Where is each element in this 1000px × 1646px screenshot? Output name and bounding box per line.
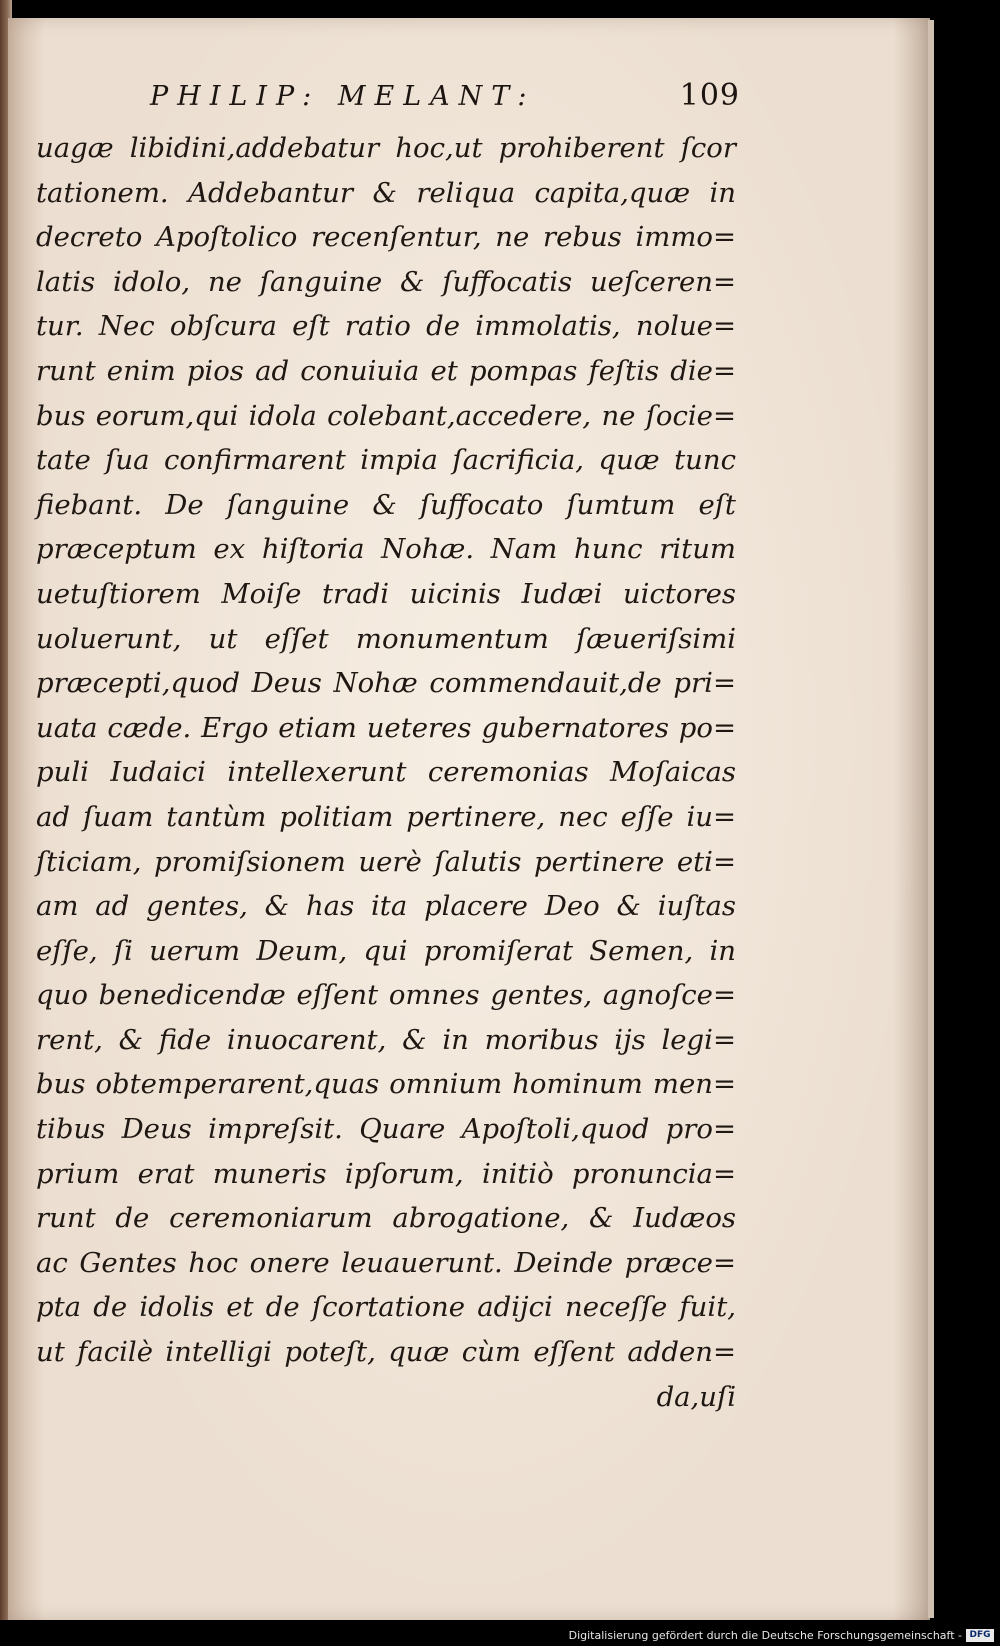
page-number: 109 <box>679 78 740 113</box>
text-line: puli Iudaici intellexerunt ceremonias Moſaicas <box>36 756 736 789</box>
text-line: ſticiam, promiſsionem uerè ſalutis pertinere eti= <box>36 845 736 878</box>
text-line: uoluerunt, ut eſſet monumentum ſæueriſsimi <box>36 622 736 655</box>
text-line: eſſe, ſi uerum Deum, qui promiſerat Semen, in <box>36 934 736 967</box>
text-line: ac Gentes hoc onere leuauerunt. Deinde præce= <box>36 1246 736 1279</box>
text-line: tate ſua confirmarent impia ſacrificia, quæ tunc <box>36 444 736 477</box>
text-line: ut facilè intelligi poteſt, quæ cùm eſſent adden= <box>36 1336 736 1369</box>
catchword-line: da,uſi <box>656 1380 736 1413</box>
text-line: tibus Deus impreſsit. Quare Apoſtoli,quod pro= <box>36 1113 736 1146</box>
text-line: bus obtemperarent,quas omnium hominum men= <box>36 1068 736 1101</box>
text-line: decreto Apoſtolico recenſentur, ne rebus immo= <box>36 221 736 254</box>
text-line: ad ſuam tantùm politiam pertinere, nec eſſe iu= <box>36 800 736 833</box>
text-line: fiebant. De ſanguine & ſuffocato ſumtum eſt <box>36 488 736 521</box>
text-line: uagæ libidini,addebatur hoc,ut prohiberent ſcor <box>36 132 736 164</box>
text-line: uetuſtiorem Moiſe tradi uicinis Iudæi uictores <box>36 577 736 610</box>
text-line: bus eorum,qui idola colebant,accedere, ne ſocie= <box>36 399 736 432</box>
text-line: rent, & fide inuocarent, & in moribus ijs legi= <box>36 1023 736 1056</box>
running-head <box>150 78 740 122</box>
text-line: runt enim pios ad conuiuia et pompas feſtis die= <box>36 354 736 387</box>
text-line: præcepti,quod Deus Nohæ commendauit,de pri= <box>36 667 736 700</box>
dfg-logo: DFG <box>966 1629 994 1642</box>
text-line: quo benedicendæ eſſent omnes gentes, agnoſce= <box>36 979 736 1012</box>
text-line: am ad gentes, & has ita placere Deo & iuſtas <box>36 890 736 923</box>
body-text <box>36 126 736 1419</box>
right-page-edge <box>928 20 934 1618</box>
text-line: latis idolo, ne ſanguine & ſuffocatis ueſceren= <box>36 265 736 298</box>
text-line: runt de ceremoniarum abrogatione, & Iudæos <box>36 1202 736 1235</box>
text-line: præceptum ex hiſtoria Nohæ. Nam hunc ritum <box>36 533 736 566</box>
text-line: uata cæde. Ergo etiam ueteres gubernatores po= <box>36 711 736 744</box>
text-line: pta de idolis et de ſcortatione adijci neceſſe fuit, <box>36 1291 736 1324</box>
text-line: tur. Nec obſcura eſt ratio de immolatis, nolue= <box>36 310 736 343</box>
text-line: prium erat muneris ipſorum, initiò pronuncia= <box>36 1157 736 1190</box>
funding-note: Digitalisierung gefördert durch die Deutsche Forschungsgemeinschaft - <box>568 1629 962 1642</box>
text-line: tationem. Addebantur & reliqua capita,quæ in <box>36 176 736 209</box>
running-head-title: PHILIP: MELANT: <box>150 81 536 112</box>
